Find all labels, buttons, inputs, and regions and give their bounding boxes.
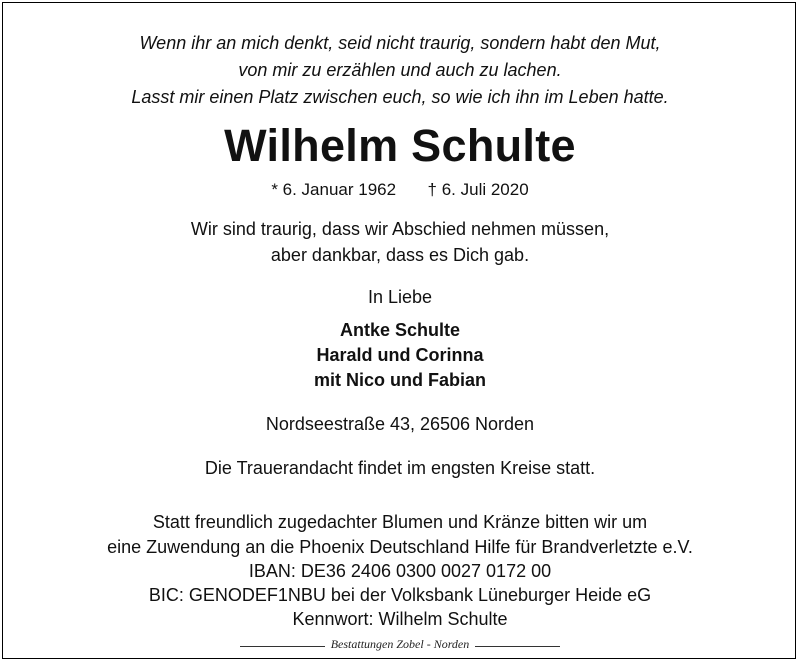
poem-line-2: von mir zu erzählen und auch zu lachen. [238,60,562,80]
donation-line-2: eine Zuwendung an die Phoenix Deutschland Hilfe für Brandverletzte e.V. [107,537,693,557]
deceased-name: Wilhelm Schulte [224,120,576,171]
mourner-2: Harald und Corinna [316,345,484,365]
poem-line-1: Wenn ihr an mich denkt, seid nicht traurig, sondern habt den Mut, [139,33,661,53]
donation-line-1: Statt freundlich zugedachter Blumen und Kränze bitten wir um [152,512,648,532]
poem-line-3: Lasst mir einen Platz zwischen euch, so wie ich ihn im Leben hatte. [131,87,669,107]
message-line-1: Wir sind traurig, dass wir Abschied nehmen müssen, [190,219,610,239]
death-date: † 6. Juli 2020 [427,180,529,199]
birth-date: * 6. Januar 1962 [271,180,397,199]
mourner-3: mit Nico und Fabian [313,370,486,390]
closing-text: In Liebe [367,287,433,307]
mourner-1: Antke Schulte [339,320,461,340]
donation-kennwort: Kennwort: Wilhelm Schulte [292,609,508,629]
service-note: Die Trauerandacht findet im engsten Kreise statt. [204,458,596,478]
footer-credit [0,637,800,652]
donation-bic: BIC: GENODEF1NBU bei der Volksbank Lüneburger Heide eG [148,585,652,605]
footer-credit-text: Bestattungen Zobel - Norden [325,637,476,651]
donation-iban: IBAN: DE36 2406 0300 0027 0172 00 [248,561,552,581]
message-line-2: aber dankbar, dass es Dich gab. [270,245,530,265]
life-dates [0,180,800,200]
address: Nordseestraße 43, 26506 Norden [265,414,535,434]
